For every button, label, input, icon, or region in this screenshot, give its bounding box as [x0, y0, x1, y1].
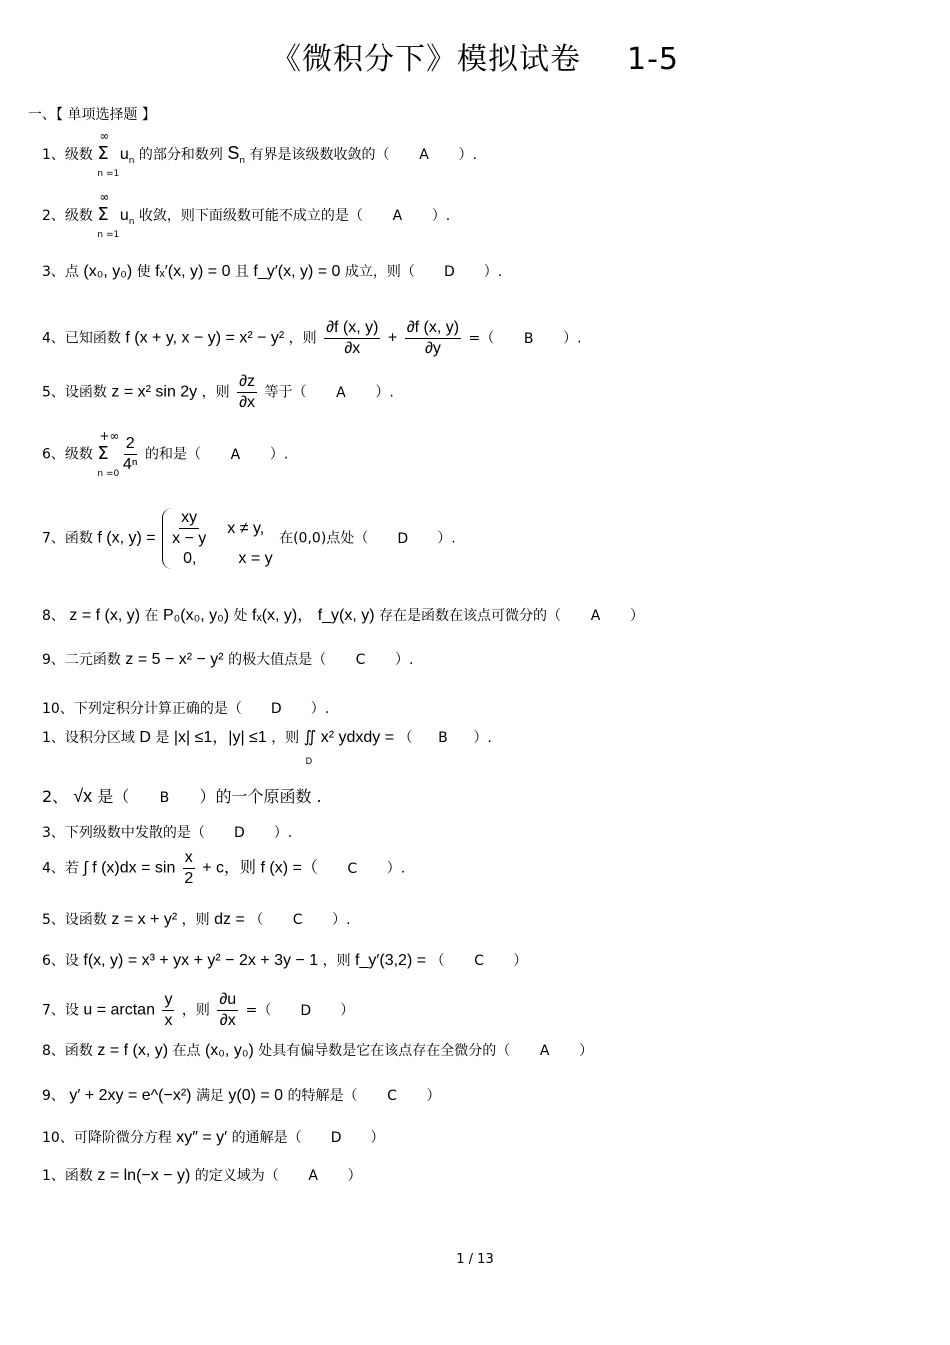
text: ）. — [386, 860, 406, 877]
question-label: 7、设 — [42, 1002, 79, 1019]
fraction — [183, 848, 195, 889]
text: ）. — [395, 652, 414, 668]
fraction — [172, 508, 206, 549]
text: ）的一个原函数 . — [199, 787, 322, 806]
sum-lower: n =1 — [97, 230, 120, 240]
question-label: 5、设函数 — [42, 384, 107, 401]
answer: A — [308, 1168, 318, 1184]
question-label: 6、级数 — [42, 446, 93, 463]
partial-y: f_y(x, y) — [317, 607, 375, 624]
answer: B — [438, 730, 448, 746]
numerator: ∂u — [217, 990, 238, 1011]
question-r7 — [42, 990, 354, 1031]
answer: A — [590, 608, 601, 624]
numerator: ∂z — [237, 372, 257, 393]
text: ，则 — [288, 330, 317, 347]
denominator: x − y — [172, 530, 207, 547]
point: (x₀, y₀) — [83, 263, 133, 280]
sigma: Σ — [97, 204, 109, 225]
answer: D — [300, 1002, 312, 1019]
text: ）. — [437, 530, 456, 547]
title-text: 《微积分下》模拟试卷 — [271, 42, 581, 77]
question-r10 — [42, 1128, 385, 1148]
term: u — [119, 207, 129, 224]
integrand: x² ydxdy = — [320, 729, 395, 746]
text: ） — [426, 1088, 441, 1104]
fraction — [324, 318, 380, 359]
equation: xy″ = y′ — [176, 1129, 228, 1146]
condition: x ≠ y, — [227, 519, 265, 537]
text: ）. — [563, 330, 582, 347]
question-label: 3、下列级数中发散的是（ — [42, 825, 205, 841]
answer: C — [387, 1088, 397, 1104]
text: 的部分和数列 — [138, 147, 223, 163]
answer: A — [539, 1043, 550, 1059]
function: z = ln(−x − y) — [97, 1167, 191, 1184]
answer: D — [233, 825, 245, 841]
text: ）. — [273, 825, 293, 841]
sigma: Σ — [97, 442, 109, 464]
answer: B — [159, 790, 170, 806]
text: ）. — [310, 701, 330, 717]
question-label: 1、设积分区域 — [42, 730, 135, 746]
answer: B — [523, 330, 534, 347]
question-1 — [42, 129, 477, 179]
partial: f_y′(3,2) = — [355, 952, 427, 969]
text: 在 — [144, 608, 159, 624]
text: 等于（ — [264, 384, 307, 401]
equation: f_y′(x, y) = 0 — [253, 263, 341, 280]
question-r2 — [42, 786, 322, 808]
sn: S — [227, 143, 240, 163]
subscript: n — [128, 155, 135, 166]
differential: dz = — [214, 911, 245, 928]
sqrt-x: √x — [73, 786, 93, 806]
text: 的通解是（ — [231, 1130, 302, 1146]
answer: D — [443, 264, 455, 280]
equation: y′ + 2xy = e^(−x²) — [69, 1087, 192, 1104]
double-integral — [303, 729, 317, 766]
text: ）. — [483, 264, 503, 280]
text: ）. — [431, 208, 451, 224]
question-label: 3、点 — [42, 264, 79, 280]
partial-x: fₓ(x, y)， — [252, 607, 314, 624]
function: f (x) =（ — [260, 859, 318, 877]
numerator: y — [162, 990, 174, 1011]
sum-symbol — [97, 428, 120, 479]
sum-upper: ∞ — [99, 190, 110, 204]
question-label: 9、 — [42, 1088, 65, 1104]
question-label: 6、设 — [42, 953, 79, 969]
text: 的特解是（ — [287, 1088, 358, 1104]
answer: D — [270, 701, 282, 717]
text: ） — [347, 1168, 362, 1184]
subscript: n — [239, 155, 246, 166]
question-r5 — [42, 910, 351, 930]
text: 存在是函数在该点可微分的（ — [379, 608, 562, 624]
text: =（ — [468, 330, 495, 347]
answer: C — [292, 912, 303, 928]
question-r9 — [42, 1086, 440, 1106]
equation: f (x + y, x − y) = x² − y² — [125, 329, 285, 347]
text: 的极大值点是（ — [228, 652, 327, 668]
equation: z = x + y² — [111, 911, 178, 928]
text: ）. — [269, 446, 289, 463]
fraction — [217, 990, 238, 1031]
question-label: 2、 — [42, 787, 69, 806]
answer: A — [392, 208, 403, 224]
equation: z = f (x, y) — [69, 607, 141, 624]
subscript: n — [128, 216, 135, 227]
point: (x₀, y₀) — [204, 1042, 254, 1059]
condition: x = y — [238, 550, 273, 567]
question-10 — [42, 699, 329, 719]
question-label: 7、函数 — [42, 530, 93, 547]
question-label: 5、设函数 — [42, 912, 107, 928]
initial-condition: y(0) = 0 — [228, 1087, 284, 1104]
integral: ∫ f (x)dx = sin — [83, 859, 176, 877]
question-label: 9、二元函数 — [42, 652, 121, 668]
equation: fₓ′(x, y) = 0 — [155, 263, 231, 280]
value: 0, — [183, 550, 197, 567]
text: ）. — [458, 147, 477, 163]
case-2 — [169, 549, 273, 569]
text: ，则 — [181, 912, 210, 928]
integral-sign: ∬ — [303, 729, 317, 746]
question-8 — [42, 606, 644, 626]
page-title — [0, 34, 950, 78]
denominator: ∂x — [239, 394, 255, 411]
answer: C — [355, 652, 366, 668]
text: ，则 — [271, 730, 300, 746]
region: D — [139, 729, 151, 746]
text: ）. — [375, 384, 394, 401]
sum-upper: +∞ — [99, 428, 120, 443]
text: 处 — [233, 608, 248, 624]
function: z = f (x, y) — [97, 1042, 169, 1059]
question-label: 4、若 — [42, 860, 79, 877]
case-1 — [169, 508, 273, 549]
text: ） — [629, 608, 644, 624]
integral-domain: D — [305, 756, 313, 766]
answer: C — [347, 860, 358, 877]
fraction — [237, 372, 257, 413]
title-number: 1-5 — [627, 42, 679, 77]
question-r4 — [42, 848, 405, 889]
denominator: ∂x — [344, 340, 361, 357]
text: （ — [398, 730, 413, 746]
question-label: 2、级数 — [42, 208, 93, 224]
term: u — [119, 146, 129, 163]
equation: f(x, y) = x³ + yx + y² − 2x + 3y − 1 — [83, 952, 319, 969]
text: 的和是（ — [145, 446, 202, 463]
point: P₀(x₀, y₀) — [162, 607, 230, 624]
denominator: 4ⁿ — [122, 456, 138, 473]
sum-symbol — [97, 129, 120, 179]
question-3 — [42, 262, 502, 282]
text: =（ — [245, 1002, 272, 1019]
text: （ — [430, 953, 445, 969]
text: 是（ — [97, 787, 130, 806]
answer: C — [474, 953, 484, 969]
piecewise — [162, 508, 273, 569]
question-7 — [42, 508, 456, 569]
text: （ — [249, 912, 264, 928]
numerator: ∂f (x, y) — [405, 318, 461, 339]
question-label: 10、可降阶微分方程 — [42, 1130, 172, 1146]
text: ，则 — [322, 953, 351, 969]
numerator: 2 — [124, 434, 137, 455]
sum-upper: ∞ — [99, 129, 110, 143]
text: 使 — [136, 264, 151, 280]
text: 满足 — [195, 1088, 224, 1104]
question-9 — [42, 650, 413, 670]
section-heading: 一、【 单项选择题 】 — [28, 107, 156, 123]
question-label: 8、 — [42, 608, 65, 624]
question-label: 10、下列定积分计算正确的是（ — [42, 701, 242, 717]
answer: D — [397, 530, 409, 547]
question-label: 1、函数 — [42, 1168, 93, 1184]
function: u = arctan — [83, 1001, 155, 1019]
question-2 — [42, 190, 451, 240]
denominator: x — [164, 1012, 173, 1029]
text: 在(0,0)点处（ — [279, 530, 369, 547]
answer: A — [419, 147, 429, 163]
answer: D — [330, 1130, 342, 1146]
page-number: 1 / 13 — [456, 1252, 494, 1267]
question-r8 — [42, 1041, 593, 1061]
sum-lower: n =1 — [97, 169, 120, 179]
equation: z = 5 − x² − y² — [125, 651, 224, 668]
answer: A — [230, 446, 241, 463]
sum-lower: n =0 — [97, 468, 120, 479]
question-label: 4、已知函数 — [42, 330, 121, 347]
text: 处具有偏导数是它在该点存在全微分的（ — [258, 1043, 511, 1059]
function: f (x, y) = — [97, 529, 156, 547]
denominator: ∂y — [424, 340, 441, 357]
question-r3 — [42, 823, 292, 843]
equation: z = x² sin 2y — [111, 383, 198, 401]
plus: + — [387, 329, 398, 347]
question-r6 — [42, 951, 527, 971]
numerator: ∂f (x, y) — [324, 318, 380, 339]
text: ） — [513, 953, 528, 969]
text: 有界是该级数收敛的（ — [249, 147, 390, 163]
numerator: xy — [179, 508, 199, 529]
text: ） — [579, 1043, 594, 1059]
answer: A — [336, 384, 346, 401]
constant: + c，则 — [202, 859, 257, 877]
text: ，则 — [201, 384, 230, 401]
question-s1 — [42, 1166, 362, 1186]
denominator: 2 — [184, 870, 194, 887]
fraction — [405, 318, 461, 359]
text: 的定义域为（ — [194, 1168, 279, 1184]
fraction — [162, 990, 174, 1031]
text: 且 — [234, 264, 249, 280]
denominator: ∂x — [219, 1012, 236, 1029]
question-label: 8、函数 — [42, 1043, 93, 1059]
text: 成立，则（ — [344, 264, 415, 280]
text: ）. — [332, 912, 351, 928]
text: ） — [340, 1002, 355, 1019]
sigma: Σ — [97, 143, 109, 164]
numerator: x — [183, 848, 195, 869]
sum-symbol — [97, 190, 120, 240]
text: ，则 — [181, 1002, 210, 1019]
question-6 — [42, 428, 289, 479]
text: 收敛，则下面级数可能不成立的是（ — [138, 208, 363, 224]
question-4 — [42, 318, 582, 359]
condition: |x| ≤1，|y| ≤1 — [173, 729, 267, 746]
question-5 — [42, 372, 394, 413]
text: 在点 — [172, 1043, 201, 1059]
text: ） — [370, 1130, 385, 1146]
text: ）. — [473, 730, 492, 746]
fraction — [123, 434, 138, 475]
question-label: 1、级数 — [42, 147, 93, 163]
text: 是 — [155, 730, 170, 746]
question-r1 — [42, 728, 492, 766]
